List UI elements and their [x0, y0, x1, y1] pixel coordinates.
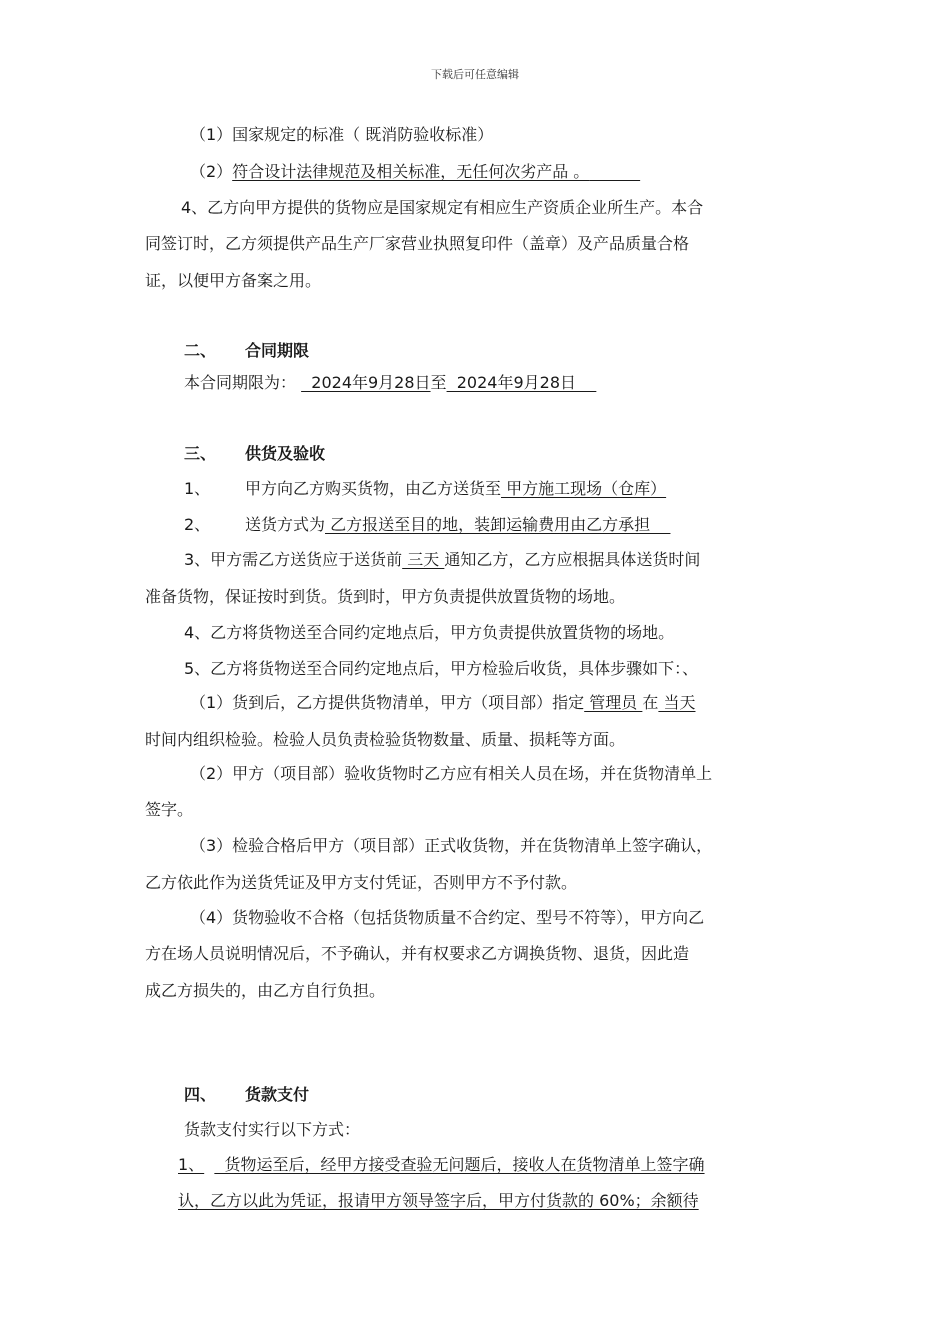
contract-period-connector: 至	[430, 373, 447, 392]
inspection-step-2-line-2: 签字。	[145, 800, 194, 819]
contract-end-date: 2024年9月28日	[446, 373, 597, 392]
supply-item-3-text-a: 3、甲方需乙方送货应于送货前	[184, 550, 403, 569]
quality-item-2	[190, 162, 640, 182]
page-header: 下载后可任意编辑	[431, 68, 519, 81]
quality-item-4-line-1: 4、乙方向甲方提供的货物应是国家规定有相应生产资质企业所生产。本合	[181, 198, 704, 217]
inspection-step-4-line-2: 方在场人员说明情况后，不予确认，并有权要求乙方调换货物、退货，因此造	[145, 944, 690, 963]
inspection-step-2-line-1: （2）甲方（项目部）验收货物时乙方应有相关人员在场，并在货物清单上	[190, 764, 713, 783]
payment-item-1-num: 1、	[178, 1155, 205, 1174]
delivery-destination: 甲方施工现场（仓库）	[501, 479, 667, 498]
quality-item-2-underlined: 符合设计法律规范及相关标准，无任何次劣产品 。	[232, 162, 590, 181]
payment-intro: 货款支付实行以下方式：	[184, 1120, 361, 1139]
section-2-number: 二、	[184, 341, 217, 360]
supply-item-2-text: 送货方式为	[245, 515, 326, 534]
section-2-title: 合同期限	[245, 341, 310, 360]
delivery-method: 乙方报送至目的地，装卸运输费用由乙方承担	[325, 515, 671, 534]
supply-item-3-line-1	[184, 550, 700, 570]
payment-item-1-text-a: 货物运至后，经甲方接受查验无问题后，接收人在货物清单上签字确	[214, 1155, 705, 1174]
quality-item-4-line-2: 同签订时，乙方须提供产品生产厂家营业执照复印件（盖章）及产品质量合格	[145, 234, 690, 253]
contract-start-date: 2024年9月28日	[301, 373, 431, 392]
supply-item-2	[245, 515, 670, 535]
supply-item-4: 4、乙方将货物送至合同约定地点后，甲方负责提供放置货物的场地。	[184, 623, 675, 642]
inspector: 管理员	[584, 693, 643, 712]
quality-item-2-prefix: （2）	[190, 162, 233, 181]
section-4-title: 货款支付	[245, 1085, 310, 1104]
supply-item-1-text: 甲方向乙方购买货物，由乙方送货至	[245, 479, 502, 498]
inspection-step-3-line-1: （3）检验合格后甲方（项目部）正式收货物，并在货物清单上签字确认，	[190, 836, 713, 855]
supply-item-5: 5、乙方将货物送至合同约定地点后，甲方检验后收货，具体步骤如下：、	[184, 659, 699, 678]
supply-item-1-num: 1、	[184, 479, 211, 498]
quality-item-4-line-3: 证，以便甲方备案之用。	[145, 271, 322, 290]
notice-period: 三天	[402, 550, 445, 569]
contract-period-label: 本合同期限为：	[184, 373, 297, 392]
inspection-step-3-line-2: 乙方依此作为送货凭证及甲方支付凭证，否则甲方不予付款。	[145, 873, 578, 892]
supply-item-2-num: 2、	[184, 515, 211, 534]
section-3-title: 供货及验收	[245, 444, 326, 463]
section-4-number: 四、	[184, 1085, 217, 1104]
supply-item-1	[245, 479, 666, 499]
quality-item-2-blank	[589, 162, 640, 181]
inspection-step-4-line-1: （4）货物验收不合格（包括货物质量不合约定、型号不符等），甲方向乙	[190, 908, 705, 927]
inspection-step-1-text-b: 在	[642, 693, 659, 712]
inspection-step-4-line-3: 成乙方损失的，由乙方自行负担。	[145, 981, 386, 1000]
inspection-step-1-line-2: 时间内组织检验。检验人员负责检验货物数量、质量、损耗等方面。	[145, 730, 626, 749]
payment-item-1-line-2: 认，乙方以此为凭证，报请甲方领导签字后，甲方付货款的 60%；余额待	[178, 1191, 699, 1210]
supply-item-3-text-b: 通知乙方，乙方应根据具体送货时间	[444, 550, 701, 569]
quality-item-1: （1）国家规定的标准（ 既消防验收标准）	[190, 125, 494, 144]
section-3-number: 三、	[184, 444, 217, 463]
inspection-step-1-line-1	[190, 693, 695, 713]
inspection-step-1-text-a: （1）货到后，乙方提供货物清单，甲方（项目部）指定	[190, 693, 585, 712]
payment-item-1-line-1	[178, 1155, 705, 1175]
contract-period	[184, 373, 596, 393]
inspection-time: 当天	[658, 693, 696, 712]
supply-item-3-line-2: 准备货物，保证按时到货。货到时，甲方负责提供放置货物的场地。	[145, 587, 626, 606]
